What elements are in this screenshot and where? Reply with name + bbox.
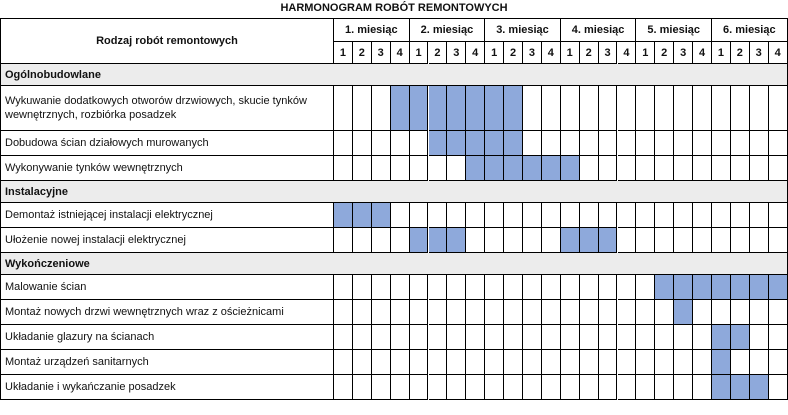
schedule-cell — [334, 375, 353, 400]
week-header: 2 — [655, 42, 674, 64]
schedule-cell — [410, 300, 429, 325]
schedule-cell — [391, 350, 410, 375]
week-header: 2 — [504, 42, 523, 64]
schedule-cell — [542, 131, 561, 156]
schedule-cell-filled — [504, 86, 523, 131]
schedule-cell-filled — [372, 203, 391, 228]
schedule-cell — [504, 325, 523, 350]
schedule-cell-filled — [485, 131, 504, 156]
schedule-cell — [372, 325, 391, 350]
schedule-cell — [618, 86, 637, 131]
schedule-cell — [485, 300, 504, 325]
schedule-cell-filled — [674, 275, 693, 300]
schedule-cell-filled — [447, 86, 466, 131]
schedule-cell — [504, 300, 523, 325]
schedule-cell — [769, 131, 788, 156]
schedule-cell-filled — [655, 275, 674, 300]
schedule-cell-filled — [410, 228, 429, 253]
schedule-cell — [636, 228, 655, 253]
schedule-cell — [636, 300, 655, 325]
schedule-cell-filled — [750, 375, 769, 400]
schedule-cell — [334, 156, 353, 181]
schedule-cell — [655, 375, 674, 400]
schedule-cell-filled — [504, 131, 523, 156]
schedule-cell — [334, 275, 353, 300]
schedule-cell — [731, 300, 750, 325]
schedule-cell — [372, 156, 391, 181]
schedule-cell — [580, 275, 599, 300]
schedule-cell — [599, 156, 618, 181]
month-header: 1. miesiąc — [334, 19, 410, 42]
schedule-cell — [693, 203, 712, 228]
schedule-cell — [466, 203, 485, 228]
schedule-cell — [636, 375, 655, 400]
schedule-cell — [618, 156, 637, 181]
schedule-cell — [693, 131, 712, 156]
schedule-cell — [542, 300, 561, 325]
schedule-cell — [693, 325, 712, 350]
schedule-cell — [410, 156, 429, 181]
schedule-cell — [542, 275, 561, 300]
schedule-cell-filled — [712, 375, 731, 400]
schedule-cell — [410, 350, 429, 375]
task-label: Wykuwanie dodatkowych otworów drzwiowych, skucie tynków wewnętrznych, rozbiórka posadzek — [0, 86, 334, 131]
schedule-cell — [636, 275, 655, 300]
schedule-cell — [410, 325, 429, 350]
schedule-cell-filled — [334, 203, 353, 228]
schedule-cell — [769, 350, 788, 375]
schedule-cell-filled — [447, 131, 466, 156]
schedule-cell — [712, 228, 731, 253]
schedule-cell — [674, 325, 693, 350]
schedule-cell — [769, 203, 788, 228]
schedule-cell — [429, 375, 448, 400]
schedule-cell — [580, 156, 599, 181]
schedule-cell — [636, 156, 655, 181]
month-header: 3. miesiąc — [485, 19, 561, 42]
schedule-cell-filled — [504, 156, 523, 181]
week-header: 4 — [618, 42, 637, 64]
schedule-cell-filled — [542, 156, 561, 181]
schedule-cell — [429, 203, 448, 228]
section-header: Wykończeniowe — [0, 253, 788, 275]
schedule-cell — [636, 86, 655, 131]
schedule-cell-filled — [731, 375, 750, 400]
task-label: Montaż nowych drzwi wewnętrznych wraz z ościeżnicami — [0, 300, 334, 325]
schedule-cell — [523, 228, 542, 253]
schedule-cell — [485, 325, 504, 350]
schedule-cell — [599, 350, 618, 375]
week-header: 2 — [353, 42, 372, 64]
schedule-cell — [353, 86, 372, 131]
schedule-cell — [655, 228, 674, 253]
week-header: 3 — [674, 42, 693, 64]
schedule-cell-filled — [599, 228, 618, 253]
schedule-cell — [372, 350, 391, 375]
schedule-cell-filled — [731, 275, 750, 300]
schedule-cell — [769, 325, 788, 350]
schedule-cell-filled — [391, 86, 410, 131]
schedule-cell — [447, 300, 466, 325]
schedule-cell — [391, 131, 410, 156]
schedule-cell — [599, 375, 618, 400]
schedule-cell — [523, 275, 542, 300]
schedule-cell — [466, 275, 485, 300]
week-header: 4 — [769, 42, 788, 64]
schedule-cell — [769, 300, 788, 325]
schedule-cell — [372, 131, 391, 156]
schedule-cell — [447, 350, 466, 375]
schedule-cell — [750, 156, 769, 181]
schedule-cell — [372, 300, 391, 325]
schedule-cell — [636, 325, 655, 350]
schedule-cell — [750, 131, 769, 156]
schedule-cell — [731, 131, 750, 156]
schedule-cell — [485, 228, 504, 253]
schedule-cell — [410, 131, 429, 156]
schedule-cell — [466, 325, 485, 350]
schedule-cell — [542, 325, 561, 350]
schedule-cell — [334, 86, 353, 131]
schedule-cell-filled — [693, 275, 712, 300]
schedule-cell — [693, 228, 712, 253]
schedule-cell — [447, 203, 466, 228]
schedule-cell — [655, 203, 674, 228]
schedule-cell — [674, 156, 693, 181]
schedule-cell — [712, 300, 731, 325]
schedule-cell — [769, 228, 788, 253]
week-header: 1 — [561, 42, 580, 64]
schedule-cell — [580, 350, 599, 375]
schedule-cell — [599, 325, 618, 350]
schedule-cell-filled — [750, 275, 769, 300]
schedule-cell — [485, 203, 504, 228]
schedule-cell — [504, 228, 523, 253]
schedule-cell — [391, 275, 410, 300]
schedule-cell — [693, 300, 712, 325]
schedule-cell — [731, 228, 750, 253]
schedule-cell — [353, 156, 372, 181]
schedule-cell — [353, 350, 372, 375]
schedule-cell-filled — [712, 325, 731, 350]
schedule-cell — [693, 86, 712, 131]
schedule-cell — [466, 300, 485, 325]
schedule-cell — [523, 203, 542, 228]
schedule-cell — [750, 350, 769, 375]
schedule-cell-filled — [712, 275, 731, 300]
task-label: Układanie i wykańczanie posadzek — [0, 375, 334, 400]
week-header: 3 — [523, 42, 542, 64]
schedule-cell — [334, 131, 353, 156]
schedule-cell — [712, 86, 731, 131]
schedule-cell — [655, 300, 674, 325]
schedule-cell — [372, 228, 391, 253]
page-title: HARMONOGRAM ROBÓT REMONTOWYCH — [280, 2, 508, 14]
schedule-cell — [580, 325, 599, 350]
schedule-cell — [731, 86, 750, 131]
week-header: 3 — [447, 42, 466, 64]
schedule-cell — [561, 375, 580, 400]
schedule-cell — [447, 375, 466, 400]
schedule-cell — [353, 131, 372, 156]
schedule-cell — [504, 375, 523, 400]
schedule-cell — [485, 375, 504, 400]
week-header: 1 — [712, 42, 731, 64]
schedule-cell — [447, 275, 466, 300]
schedule-cell — [636, 350, 655, 375]
schedule-cell — [618, 350, 637, 375]
schedule-cell-filled — [447, 228, 466, 253]
schedule-cell-filled — [353, 203, 372, 228]
schedule-cell-filled — [769, 275, 788, 300]
schedule-cell — [674, 203, 693, 228]
schedule-cell — [618, 275, 637, 300]
schedule-cell — [504, 275, 523, 300]
schedule-cell — [693, 375, 712, 400]
schedule-cell — [410, 275, 429, 300]
schedule-cell — [523, 86, 542, 131]
schedule-cell — [466, 350, 485, 375]
week-header: 4 — [693, 42, 712, 64]
task-label: Wykonywanie tynków wewnętrznych — [0, 156, 334, 181]
schedule-cell — [618, 131, 637, 156]
schedule-cell — [769, 156, 788, 181]
schedule-cell — [599, 275, 618, 300]
schedule-cell — [334, 350, 353, 375]
schedule-cell — [636, 131, 655, 156]
schedule-cell-filled — [429, 86, 448, 131]
schedule-cell-filled — [523, 156, 542, 181]
schedule-cell — [447, 325, 466, 350]
schedule-cell-filled — [429, 228, 448, 253]
week-header: 4 — [542, 42, 561, 64]
schedule-cell — [391, 203, 410, 228]
schedule-cell — [655, 131, 674, 156]
schedule-cell — [750, 86, 769, 131]
schedule-cell — [750, 325, 769, 350]
schedule-cell — [561, 86, 580, 131]
schedule-cell — [655, 325, 674, 350]
schedule-cell — [523, 325, 542, 350]
schedule-cell — [391, 375, 410, 400]
schedule-cell — [561, 131, 580, 156]
schedule-cell — [523, 350, 542, 375]
schedule-cell — [599, 203, 618, 228]
schedule-cell — [655, 350, 674, 375]
schedule-cell — [674, 131, 693, 156]
schedule-cell — [353, 300, 372, 325]
schedule-cell — [580, 131, 599, 156]
schedule-cell-filled — [466, 131, 485, 156]
schedule-cell-filled — [674, 300, 693, 325]
schedule-cell — [693, 350, 712, 375]
schedule-cell — [618, 300, 637, 325]
schedule-cell — [372, 275, 391, 300]
schedule-cell — [429, 325, 448, 350]
schedule-cell — [750, 300, 769, 325]
schedule-cell — [410, 203, 429, 228]
week-header: 1 — [636, 42, 655, 64]
schedule-cell-filled — [561, 228, 580, 253]
schedule-cell — [712, 203, 731, 228]
schedule-cell — [618, 325, 637, 350]
schedule-cell-filled — [429, 131, 448, 156]
schedule-cell-filled — [410, 86, 429, 131]
schedule-cell — [674, 228, 693, 253]
schedule-cell — [391, 300, 410, 325]
schedule-cell — [599, 131, 618, 156]
task-label: Dobudowa ścian działowych murowanych — [0, 131, 334, 156]
schedule-cell — [750, 203, 769, 228]
schedule-cell — [485, 350, 504, 375]
schedule-cell — [580, 375, 599, 400]
schedule-cell — [561, 300, 580, 325]
week-header: 4 — [466, 42, 485, 64]
schedule-cell — [391, 228, 410, 253]
schedule-cell — [372, 375, 391, 400]
schedule-cell — [523, 300, 542, 325]
schedule-cell — [542, 350, 561, 375]
schedule-cell — [618, 375, 637, 400]
schedule-cell — [580, 86, 599, 131]
schedule-cell — [429, 156, 448, 181]
week-header: 1 — [410, 42, 429, 64]
schedule-cell — [353, 275, 372, 300]
schedule-cell — [599, 86, 618, 131]
week-header: 3 — [599, 42, 618, 64]
schedule-cell-filled — [485, 156, 504, 181]
schedule-cell — [542, 203, 561, 228]
schedule-cell — [447, 156, 466, 181]
schedule-cell — [769, 86, 788, 131]
schedule-cell — [485, 275, 504, 300]
schedule-cell — [523, 131, 542, 156]
schedule-cell-filled — [466, 86, 485, 131]
month-header: 4. miesiąc — [561, 19, 637, 42]
schedule-cell — [353, 325, 372, 350]
task-label: Ułożenie nowej instalacji elektrycznej — [0, 228, 334, 253]
schedule-cell — [731, 156, 750, 181]
week-header: 2 — [580, 42, 599, 64]
schedule-cell — [334, 325, 353, 350]
schedule-cell — [769, 375, 788, 400]
schedule-cell — [353, 228, 372, 253]
schedule-cell — [731, 350, 750, 375]
schedule-cell — [561, 350, 580, 375]
week-header: 2 — [429, 42, 448, 64]
schedule-cell-filled — [731, 325, 750, 350]
schedule-cell — [636, 203, 655, 228]
task-label: Demontaż istniejącej instalacji elektrycznej — [0, 203, 334, 228]
schedule-cell-filled — [466, 156, 485, 181]
schedule-cell — [580, 300, 599, 325]
schedule-cell — [410, 375, 429, 400]
schedule-cell — [655, 156, 674, 181]
schedule-cell — [599, 300, 618, 325]
week-header: 3 — [372, 42, 391, 64]
schedule-cell — [429, 300, 448, 325]
schedule-cell — [429, 275, 448, 300]
schedule-cell — [334, 228, 353, 253]
work-type-header: Rodzaj robót remontowych — [0, 19, 334, 64]
schedule-cell — [391, 156, 410, 181]
week-header: 2 — [731, 42, 750, 64]
schedule-cell — [712, 131, 731, 156]
schedule-cell — [523, 375, 542, 400]
schedule-cell — [731, 203, 750, 228]
schedule-cell — [391, 325, 410, 350]
schedule-cell — [504, 203, 523, 228]
schedule-cell — [353, 375, 372, 400]
schedule-cell — [561, 203, 580, 228]
schedule-cell — [693, 156, 712, 181]
task-label: Układanie glazury na ścianach — [0, 325, 334, 350]
task-label: Malowanie ścian — [0, 275, 334, 300]
schedule-cell — [504, 350, 523, 375]
schedule-cell — [674, 350, 693, 375]
schedule-cell — [334, 300, 353, 325]
schedule-cell — [712, 156, 731, 181]
schedule-cell — [542, 86, 561, 131]
schedule-cell-filled — [712, 350, 731, 375]
schedule-cell-filled — [561, 156, 580, 181]
schedule-cell-filled — [485, 86, 504, 131]
schedule-cell — [674, 86, 693, 131]
section-header: Ogólnobudowlane — [0, 64, 788, 86]
schedule-cell — [561, 275, 580, 300]
schedule-cell — [466, 375, 485, 400]
schedule-cell — [542, 228, 561, 253]
schedule-cell — [580, 203, 599, 228]
schedule-cell — [542, 375, 561, 400]
task-label: Montaż urządzeń sanitarnych — [0, 350, 334, 375]
month-header: 5. miesiąc — [636, 19, 712, 42]
schedule-cell — [466, 228, 485, 253]
schedule-cell — [750, 228, 769, 253]
schedule-cell-filled — [580, 228, 599, 253]
schedule-cell — [372, 86, 391, 131]
week-header: 3 — [750, 42, 769, 64]
section-header: Instalacyjne — [0, 181, 788, 203]
week-header: 1 — [485, 42, 504, 64]
week-header: 4 — [391, 42, 410, 64]
week-header: 1 — [334, 42, 353, 64]
schedule-cell — [674, 375, 693, 400]
schedule-cell — [429, 350, 448, 375]
month-header: 6. miesiąc — [712, 19, 788, 42]
schedule-cell — [655, 86, 674, 131]
schedule-cell — [561, 325, 580, 350]
schedule-cell — [618, 228, 637, 253]
schedule-cell — [618, 203, 637, 228]
month-header: 2. miesiąc — [410, 19, 486, 42]
